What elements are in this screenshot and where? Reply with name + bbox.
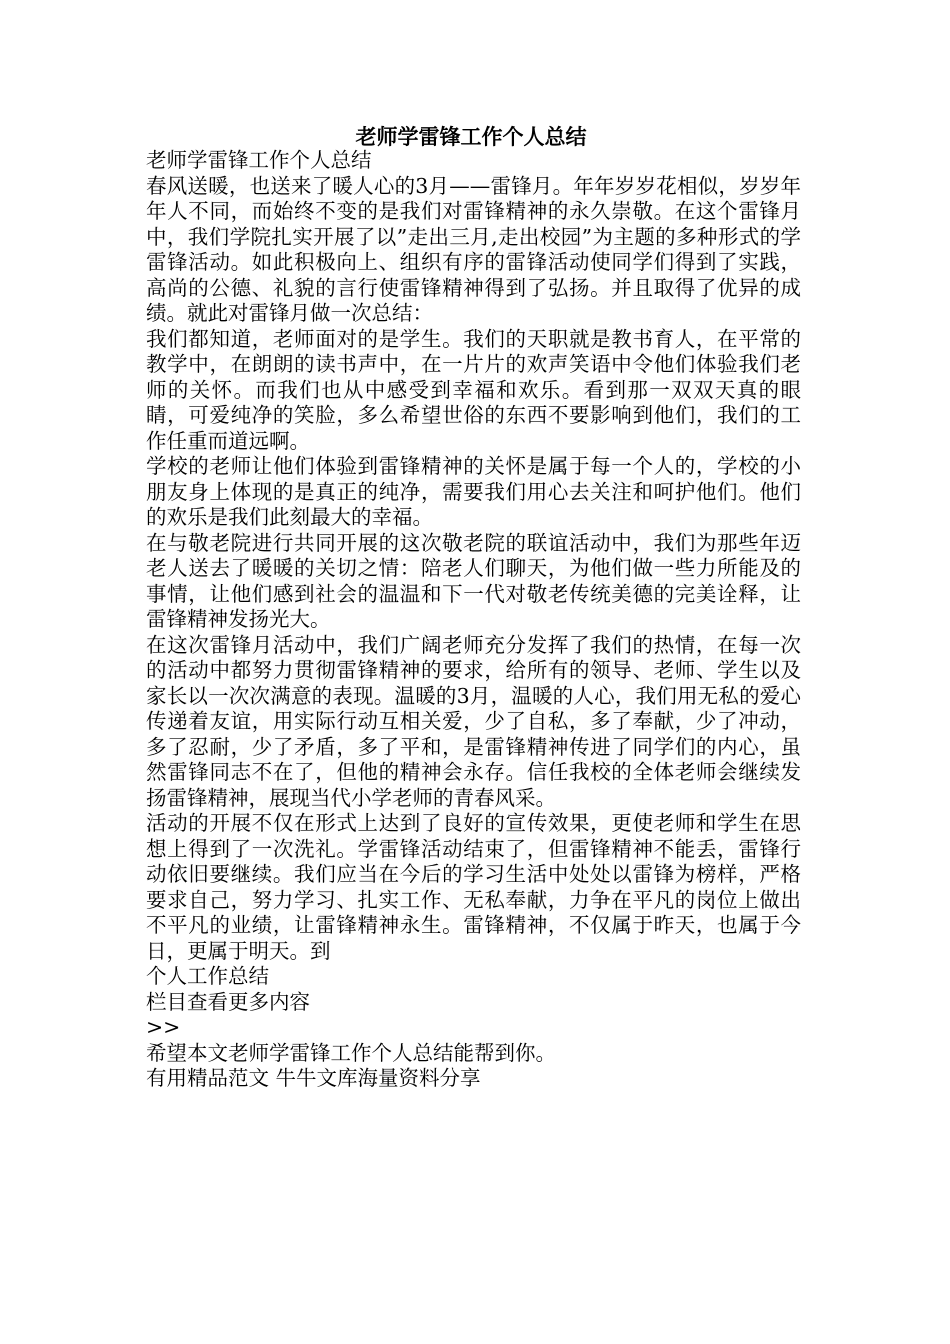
paragraph: 学校的老师让他们体验到雷锋精神的关怀是属于每一个人的，学校的小朋友身上体现的是真正的纯净，需要我们用心去关注和呵护他们。他们的欢乐是我们此刻最大的幸福。	[146, 454, 801, 529]
document-subtitle: 老师学雷锋工作个人总结	[146, 148, 372, 172]
paragraph: 活动的开展不仅在形式上达到了良好的宣传效果，更使老师和学生在思想上得到了一次洗礼。学雷锋活动结束了，但雷锋精神不能丢，雷锋行动依旧要继续。我们应当在今后的学习生活中处处以雷锋为榜样，严格要求自己，努力学习、扎实工作、无私奉献，力争在平凡的岗位上做出不平凡的业绩，让雷锋精神永生。雷锋精神，不仅属于昨天，也属于今日，更属于明天。到	[146, 811, 801, 963]
link-text-category[interactable]: 个人工作总结	[146, 964, 269, 988]
document-body	[146, 148, 801, 1092]
paragraph: 栏目查看更多内容	[146, 989, 310, 1014]
paragraph: 在这次雷锋月活动中，我们广阔老师充分发挥了我们的热情，在每一次的活动中都努力贯彻雷锋精神的要求，给所有的领导、老师、学生以及家长以一次次满意的表现。温暖的3月，温暖的人心，我们用无私的爱心传递着友谊，用实际行动互相关爱，少了自私，多了奉献，少了冲动，多了忍耐，少了矛盾，多了平和，是雷锋精神传进了同学们的内心，虽然雷锋同志不在了，但他的精神会永存。信任我校的全体老师会继续发扬雷锋精神，展现当代小学老师的青春风采。	[146, 632, 801, 810]
paragraph: 我们都知道，老师面对的是学生。我们的天职就是教书育人，在平常的教学中，在朗朗的读书声中，在一片片的欢声笑语中令他们体验我们老师的关怀。而我们也从中感受到幸福和欢乐。看到那一双双天真的眼睛，可爱纯净的笑脸，多么希望世俗的东西不要影响到他们，我们的工作任重而道远啊。	[146, 326, 801, 453]
paragraph: 在与敬老院进行共同开展的这次敬老院的联谊活动中，我们为那些年迈老人送去了暖暖的关切之情：陪老人们聊天，为他们做一些力所能及的事情，让他们感到社会的温温和下一代对敬老传统美德的完美诠释，让雷锋精神发扬光大。	[146, 530, 801, 631]
footer-note: 有用精品范文 牛牛文库海量资料分享	[146, 1066, 481, 1090]
paragraph: 春风送暖，也送来了暖人心的3月——雷锋月。年年岁岁花相似，岁岁年年人不同，而始终不变的是我们对雷锋精神的永久崇敬。在这个雷锋月中，我们学院扎实开展了以”走出三月,走出校园”为主题的多种形式的学雷锋活动。如此积极向上、组织有序的雷锋活动使同学们得到了实践，高尚的公德、礼貌的言行使雷锋精神得到了弘扬。并且取得了优异的成绩。就此对雷锋月做一次总结：	[146, 173, 801, 325]
paragraph: >>	[146, 1015, 181, 1039]
document-title: 老师学雷锋工作个人总结	[355, 124, 587, 149]
paragraph: 希望本文老师学雷锋工作个人总结能帮到你。	[146, 1040, 556, 1065]
